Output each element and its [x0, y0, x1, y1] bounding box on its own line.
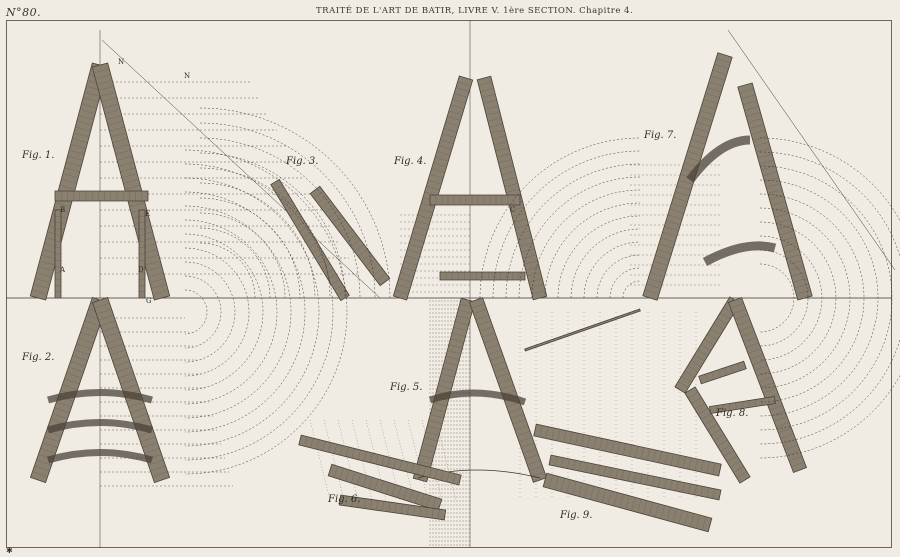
- fig2-projection-arc: [185, 164, 333, 460]
- plate-title: TRAITÉ DE L'ART DE BATIR, LIVRE V. 1ère SECTION. Chapitre 4.: [316, 6, 634, 16]
- fig7-projection-arc: [532, 190, 640, 298]
- fig4-crossbar: [430, 195, 520, 205]
- fig3-timber: [310, 186, 390, 285]
- fig7-right-leg: [738, 83, 812, 300]
- beam-face: [699, 361, 747, 384]
- fig4-left-leg: [393, 76, 472, 300]
- corner-mark: ✱: [6, 546, 13, 555]
- fig1-projection-arc: [200, 213, 285, 298]
- fig7-projection-arc: [545, 203, 640, 298]
- fig-9-label: Fig. 9.: [560, 510, 593, 521]
- beam-face: [430, 195, 520, 205]
- fig7-projection-arc: [623, 281, 640, 298]
- fig7-projection-arc: [584, 242, 640, 298]
- fig4-right-leg: [477, 76, 547, 299]
- fig4-lower-bar: [440, 272, 525, 280]
- fig7-projection-arc: [610, 268, 640, 298]
- fig9-plank: [534, 424, 722, 476]
- beam-face: [310, 186, 390, 285]
- fig-8-label: Fig. 8.: [716, 408, 749, 419]
- fig2-projection-arc: [185, 248, 249, 376]
- fig2-projection-arc: [185, 220, 277, 404]
- fig1-projection-arc: [200, 243, 255, 298]
- fig1-projection-arc: [200, 198, 300, 298]
- letter-e: E: [145, 210, 151, 218]
- letter-d: D: [138, 266, 144, 274]
- fig8-leg: [728, 298, 806, 473]
- letter-n: N: [118, 58, 125, 66]
- letter-g: G: [146, 297, 152, 305]
- fig-5-label: Fig. 5.: [390, 382, 423, 393]
- fig-2-label: Fig. 2.: [22, 352, 55, 363]
- fig1-right-leg: [92, 63, 169, 300]
- letter-n: N: [184, 72, 191, 80]
- letter-b: B: [60, 206, 66, 214]
- fig1-projection-arc: [200, 183, 315, 298]
- letter-c: C: [510, 206, 516, 214]
- fig9-plank: [543, 473, 712, 532]
- fig8-brace: [699, 361, 747, 384]
- fig1-post: [139, 210, 145, 298]
- fig-1-label: Fig. 1.: [22, 150, 55, 161]
- fig-4-label: Fig. 4.: [394, 156, 427, 167]
- fig1-projection-arc: [200, 228, 270, 298]
- fig2-projection-arc: [185, 234, 263, 390]
- fig1-projection-arc: [200, 153, 345, 298]
- letter-a: A: [60, 266, 66, 274]
- fig7-projection-arc: [571, 229, 640, 298]
- fig7-projection-arc: [597, 255, 640, 298]
- fig1-projection-arc: [200, 108, 390, 298]
- fig2-projection-arc: [185, 206, 291, 418]
- fig-7-label: Fig. 7.: [644, 130, 677, 141]
- fig1-post: [55, 210, 61, 298]
- fig2-projection-arc: [185, 192, 305, 432]
- fig7-diagonal: [728, 30, 895, 270]
- fig2-projection-arc: [185, 276, 221, 348]
- beam-face: [55, 191, 148, 201]
- plate-number: N°80.: [6, 6, 42, 19]
- fig2-projection-arc: [185, 290, 207, 334]
- beam-face: [534, 424, 722, 476]
- fig7-curved-brace: [705, 246, 775, 262]
- fig9-scale-line: [525, 309, 641, 351]
- fig-3-label: Fig. 3.: [286, 156, 319, 167]
- fig-6-label: Fig. 6.: [328, 494, 361, 505]
- beam-face: [477, 76, 547, 299]
- timber-members: [30, 53, 812, 532]
- fig1-crossbar: [55, 191, 148, 201]
- fig1-left-leg: [30, 63, 107, 300]
